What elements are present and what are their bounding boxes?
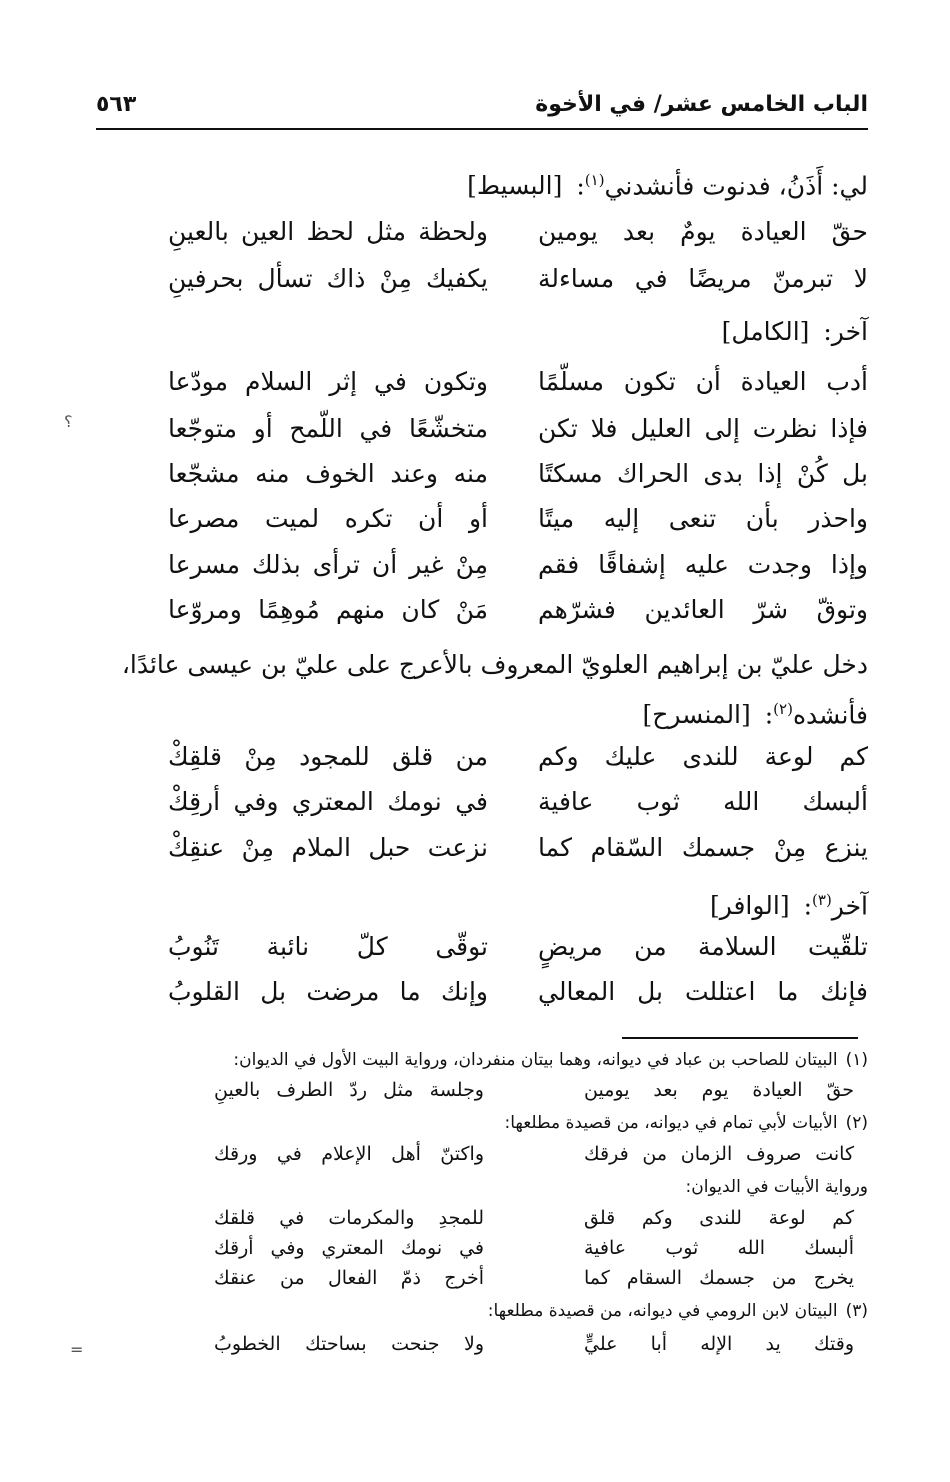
footnote-text: البيتان لابن الرومي في ديوانه، من قصيدة مطلعها: bbox=[487, 1301, 838, 1321]
footnote-2 bbox=[88, 1110, 868, 1136]
hemistich-second: واكتنّ أهل الإعلام في ورقك bbox=[214, 1143, 484, 1165]
hemistich-second: ولحظة مثل لحظ العين بالعينِ bbox=[168, 217, 488, 246]
hemistich-first: يخرج من جسمك السقام كما bbox=[584, 1267, 854, 1289]
hemistich-first: أدب العيادة أن تكون مسلّمًا bbox=[538, 367, 868, 396]
hemistich-first: ألبسك الله ثوب عافية bbox=[538, 787, 868, 816]
hemistich-first: كم لوعة للندى وكم قلق bbox=[584, 1207, 854, 1229]
hemistich-second: أو أن تكره لميت مصرعا bbox=[168, 504, 488, 533]
hemistich-second: من قلق للمجود مِنْ قلقِكْ bbox=[168, 742, 488, 771]
footnote-text: ورواية الأبيات في الديوان: bbox=[685, 1177, 868, 1197]
hemistich-second: في نومك المعتري وفي أرقك bbox=[214, 1237, 484, 1259]
narrative-colon: : bbox=[764, 700, 774, 730]
poem2-verse bbox=[168, 543, 868, 587]
footnote-2-note bbox=[88, 1174, 868, 1200]
hemistich-second: منه وعند الخوف منه مشجّعا bbox=[168, 459, 488, 488]
hemistich-first: واحذر بأن تنعى إليه ميتًا bbox=[538, 504, 868, 533]
other-poet-line-2 bbox=[88, 878, 868, 928]
poem4-verse bbox=[168, 925, 868, 969]
footnote-number: (١) bbox=[845, 1050, 868, 1070]
footnote-ref-1[interactable]: (١) bbox=[584, 171, 605, 189]
poem4-verse bbox=[168, 970, 868, 1014]
footnote-verse bbox=[214, 1234, 854, 1262]
footnote-ref-3[interactable]: (٣) bbox=[812, 891, 832, 909]
hemistich-second: مِنْ غير أن ترأى بذلك مسرعا bbox=[168, 550, 488, 579]
narrative-line-2-text: فأنشده bbox=[792, 700, 868, 730]
narrative-line-1: دخل عليّ بن إبراهيم العلويّ المعروف بالأعرج على عليّ بن عيسى عائدًا، bbox=[121, 650, 868, 679]
hemistich-second: توقّى كلّ نائبة تَنُوبُ bbox=[168, 932, 488, 961]
poem2-verse bbox=[168, 497, 868, 541]
hemistich-first: وإذا وجدت عليه إشفاقًا فقم bbox=[538, 550, 868, 579]
footnote-separator bbox=[622, 1037, 858, 1039]
hemistich-first: حقّ العيادة يومٌ بعد يومين bbox=[538, 217, 868, 246]
hemistich-second: نزعت حبل الملام مِنْ عنقِكْ bbox=[168, 833, 488, 862]
poem1-verse bbox=[168, 257, 868, 301]
footnote-ref-2[interactable]: (٢) bbox=[773, 700, 793, 718]
margin-mark-equals: = bbox=[70, 1340, 84, 1359]
hemistich-first: بل كُنْ إذا بدى الحراك مسكتًا bbox=[538, 459, 868, 488]
other-label: آخر: bbox=[823, 317, 868, 346]
hemistich-first: فإنك ما اعتللت بل المعالي bbox=[538, 977, 868, 1006]
hemistich-second: متخشّعًا في اللّمح أو متوجّعا bbox=[168, 414, 488, 443]
footnote-text: الأبيات لأبي تمام في ديوانه، من قصيدة مطلعها: bbox=[504, 1113, 838, 1133]
meter-kamil: [الكامل] bbox=[721, 317, 810, 346]
footnote-number: (٣) bbox=[845, 1301, 868, 1321]
poem3-verse bbox=[168, 826, 868, 870]
hemistich-first: وقتك يد الإله أبا عليٍّ bbox=[584, 1333, 854, 1355]
intro-text: لي: أَذَنُ، فدنوت فأنشدني bbox=[604, 171, 868, 201]
hemistich-second: مَنْ كان منهم مُوهِمًا ومروّعا bbox=[168, 595, 488, 624]
hemistich-first: وتوقّ شرّ العائدين فشرّهم bbox=[538, 595, 868, 624]
other-poet-line-1 bbox=[88, 310, 868, 354]
footnote-verse bbox=[214, 1330, 854, 1358]
hemistich-first: ألبسك الله ثوب عافية bbox=[584, 1237, 854, 1259]
hemistich-second: وإنك ما مرضت بل القلوبُ bbox=[168, 977, 488, 1006]
footnote-verse bbox=[214, 1076, 854, 1104]
hemistich-first: كانت صروف الزمان من فرقك bbox=[584, 1143, 854, 1165]
page-number: ٥٦٣ bbox=[96, 92, 137, 117]
poem2-verse bbox=[168, 588, 868, 632]
footnote-verse bbox=[214, 1264, 854, 1292]
poem3-verse bbox=[168, 735, 868, 779]
hemistich-second: يكفيك مِنْ ذاك تسأل بحرفينِ bbox=[168, 264, 488, 293]
narrative-paragraph bbox=[88, 643, 868, 737]
hemistich-second: ولا جنحت بساحتك الخطوبُ bbox=[214, 1333, 484, 1355]
running-header bbox=[96, 88, 868, 130]
meter-wafir: [الوافر] bbox=[709, 891, 790, 921]
hemistich-first: ينزع مِنْ جسمك السّقام كما bbox=[538, 833, 868, 862]
hemistich-first: كم لوعة للندى عليك وكم bbox=[538, 742, 868, 771]
meter-basit: [البسيط] bbox=[467, 171, 563, 201]
hemistich-second: وجلسة مثل ردّ الطرف بالعينِ bbox=[214, 1079, 484, 1101]
poem2-verse bbox=[168, 452, 868, 496]
footnote-3 bbox=[88, 1298, 868, 1324]
margin-mark-question: ؟ bbox=[64, 412, 73, 431]
intro-line bbox=[88, 158, 868, 208]
meter-munsarih: [المنسرح] bbox=[642, 700, 751, 730]
footnote-number: (٢) bbox=[845, 1113, 868, 1133]
narrative-line-2 bbox=[88, 687, 868, 737]
poem3-verse bbox=[168, 780, 868, 824]
footnote-1 bbox=[88, 1047, 868, 1073]
footnote-text: البيتان للصاحب بن عباد في ديوانه، وهما بيتان منفردان، ورواية البيت الأول في الديوان: bbox=[233, 1050, 838, 1070]
poem2-verse bbox=[168, 360, 868, 404]
hemistich-second: وتكون في إثر السلام مودّعا bbox=[168, 367, 488, 396]
footnote-verse bbox=[214, 1140, 854, 1168]
hemistich-first: فإذا نظرت إلى العليل فلا تكن bbox=[538, 414, 868, 443]
hemistich-first: تلقّيت السلامة من مريضٍ bbox=[538, 932, 868, 961]
hemistich-second: أخرج ذمّ الفعال من عنقك bbox=[214, 1267, 484, 1289]
poem1-verse bbox=[168, 210, 868, 254]
footnote-verse bbox=[214, 1204, 854, 1232]
intro-colon: : bbox=[576, 171, 585, 201]
other-label: آخر bbox=[831, 891, 868, 921]
hemistich-first: حقّ العيادة يوم بعد يومين bbox=[584, 1079, 854, 1101]
chapter-title: الباب الخامس عشر/ في الأخوة bbox=[535, 92, 868, 117]
hemistich-second: للمجدِ والمكرمات في قلقك bbox=[214, 1207, 484, 1229]
hemistich-first: لا تبرمنّ مريضًا في مساءلة bbox=[538, 264, 868, 293]
hemistich-second: في نومك المعتري وفي أرقِكْ bbox=[168, 787, 488, 816]
poem2-verse bbox=[168, 407, 868, 451]
other-colon: : bbox=[803, 891, 813, 921]
